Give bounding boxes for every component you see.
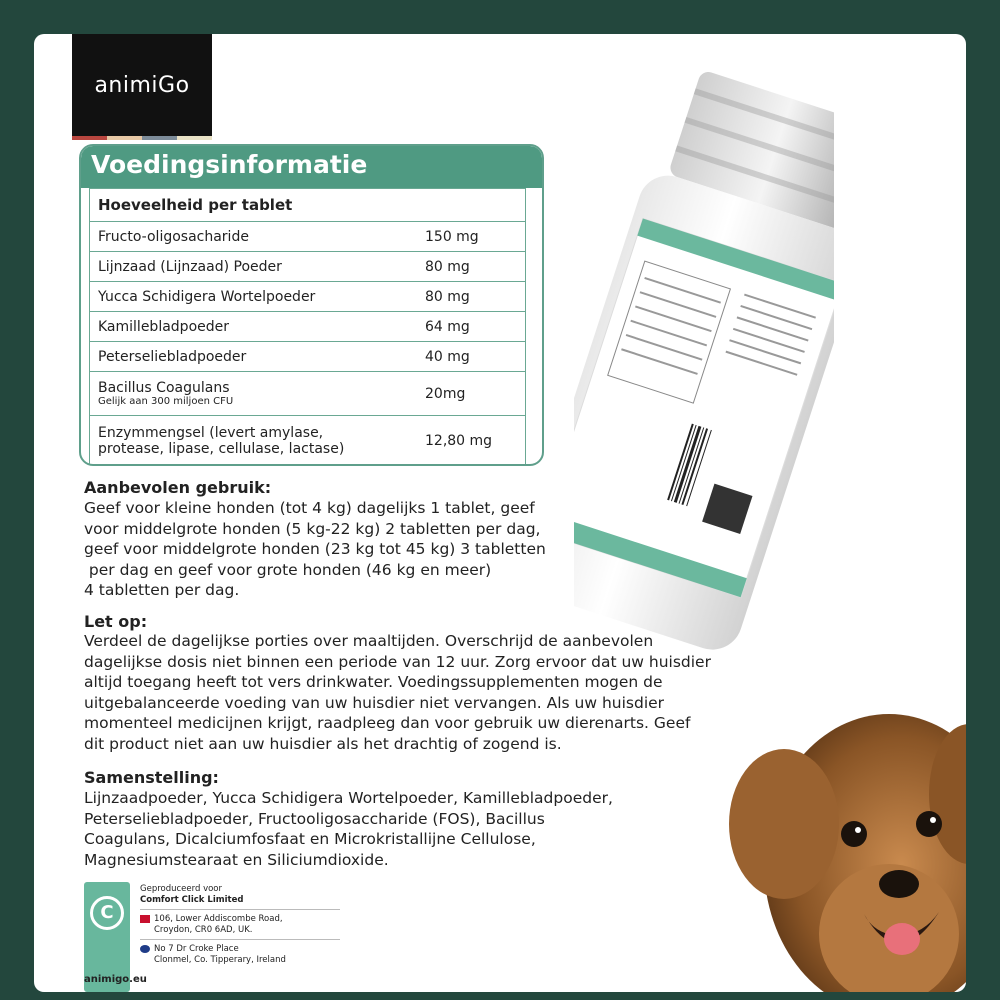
composition-line: Coagulans, Dicalciumfosfaat en Microkristallijne Cellulose,: [84, 830, 536, 848]
ingredient-note: Gelijk aan 300 miljoen CFU: [98, 396, 234, 407]
table-row: [90, 282, 525, 312]
composition-line: Lijnzaadpoeder, Yucca Schidigera Wortelpoeder, Kamillebladpoeder,: [84, 789, 613, 807]
produced-for-label: Geproduceerd voor: [140, 884, 223, 894]
nutrition-table: [89, 188, 526, 466]
uk-address: [140, 914, 283, 936]
ingredient-name: Kamillebladpoeder: [98, 318, 229, 335]
ingredient-amount: 20mg: [425, 385, 466, 402]
composition-line: Peterseliebladpoeder, Fructooligosaccharide (FOS), Bacillus: [84, 809, 545, 828]
ingredient-name-cell: [98, 425, 425, 457]
bottle-illustration: [574, 54, 834, 654]
ingredient-name: Peterseliebladpoeder: [98, 348, 247, 365]
company-name: Comfort Click Limited: [140, 895, 244, 905]
produced-for-block: [140, 884, 243, 906]
usage-title: Aanbevolen gebruik:: [84, 478, 272, 497]
usage-line: per dag en geef voor grote honden (46 kg en meer): [84, 560, 492, 579]
composition-line: Magnesiumstearaat en Siliciumdioxide.: [84, 850, 389, 869]
ingredient-amount: 80 mg: [425, 288, 470, 305]
website-domain: animigo.eu: [84, 974, 147, 985]
usage-line: voor middelgrote honden (5 kg-22 kg) 2 tabletten per dag,: [84, 519, 541, 538]
ingredient-name: Lijnzaad (Lijnzaad) Poeder: [98, 258, 282, 275]
ingredient-name-cont: protease, lipase, cellulase, lactase): [98, 441, 345, 457]
uk-address-line-2: Croydon, CR0 6AD, UK.: [154, 925, 253, 935]
nutrition-panel: [79, 144, 544, 466]
table-row: [90, 372, 525, 416]
ingredient-amount: 40 mg: [425, 348, 470, 365]
usage-line: Geef voor kleine honden (tot 4 kg) dagelijks 1 tablet, geef: [84, 499, 535, 517]
usage-line: 4 tabletten per dag.: [84, 581, 240, 599]
ingredient-name: Fructo-oligosacharide: [98, 228, 249, 245]
table-row: [90, 416, 525, 466]
uk-flag-icon: [140, 915, 150, 923]
composition-text: [84, 788, 613, 870]
caution-line: dagelijkse dosis niet binnen een periode van 12 uur. Zorg ervoor dat uw huisdier: [84, 652, 711, 671]
nutrition-title: Voedingsinformatie: [81, 146, 542, 188]
ie-address-line-1: No 7 Dr Croke Place: [154, 944, 239, 954]
ie-address: [140, 944, 286, 966]
ingredient-name-cell: [98, 380, 425, 407]
usage-line: geef voor middelgrote honden (23 kg tot 45 kg) 3 tabletten: [84, 540, 546, 558]
brand-logo-text: animiGo: [94, 72, 190, 98]
table-header: [90, 188, 525, 222]
caution-line: Verdeel de dagelijkse porties over maaltijden. Overschrijd de aanbevolen: [84, 632, 654, 650]
composition-title: Samenstelling:: [84, 768, 219, 787]
table-row: [90, 222, 525, 252]
table-row: [90, 312, 525, 342]
copyright-c-icon: C: [90, 896, 124, 930]
ingredient-amount: 80 mg: [425, 258, 470, 275]
logo-stripe: [72, 136, 212, 140]
divider: [140, 939, 340, 940]
caution-line: altijd toegang heeft tot vers drinkwater. Voedingssupplementen mogen de: [84, 673, 663, 691]
ingredient-amount: 64 mg: [425, 318, 470, 335]
caution-line: momenteel medicijnen krijgt, raadpleeg dan voor gebruik uw dierenarts. Geef: [84, 714, 691, 732]
product-bottle-image: [574, 54, 834, 654]
divider: [140, 909, 340, 910]
table-header-label: Hoeveelheid per tablet: [98, 196, 293, 214]
uk-address-line-1: 106, Lower Addiscombe Road,: [154, 914, 283, 924]
table-row: [90, 252, 525, 282]
eu-flag-icon: [140, 945, 150, 953]
dog-illustration: [724, 684, 966, 992]
brand-logo: [72, 34, 212, 136]
caution-line: uitgebalanceerde voeding van uw huisdier niet vervangen. Als uw huisdier: [84, 693, 665, 712]
caution-title: Let op:: [84, 612, 148, 631]
ie-address-line-2: Clonmel, Co. Tipperary, Ireland: [154, 955, 286, 965]
usage-text: [84, 498, 546, 601]
ingredient-name: Yucca Schidigera Wortelpoeder: [98, 288, 316, 305]
caution-line: dit product niet aan uw huisdier als het drachtig of zogend is.: [84, 734, 562, 753]
table-row: [90, 342, 525, 372]
ingredient-name: Enzymmengsel (levert amylase,: [98, 425, 324, 441]
ingredient-name: Bacillus Coagulans: [98, 380, 230, 396]
ingredient-amount: 12,80 mg: [425, 433, 493, 449]
ingredient-amount: 150 mg: [425, 228, 479, 245]
product-card: [34, 34, 966, 992]
dog-photo: [724, 684, 966, 992]
